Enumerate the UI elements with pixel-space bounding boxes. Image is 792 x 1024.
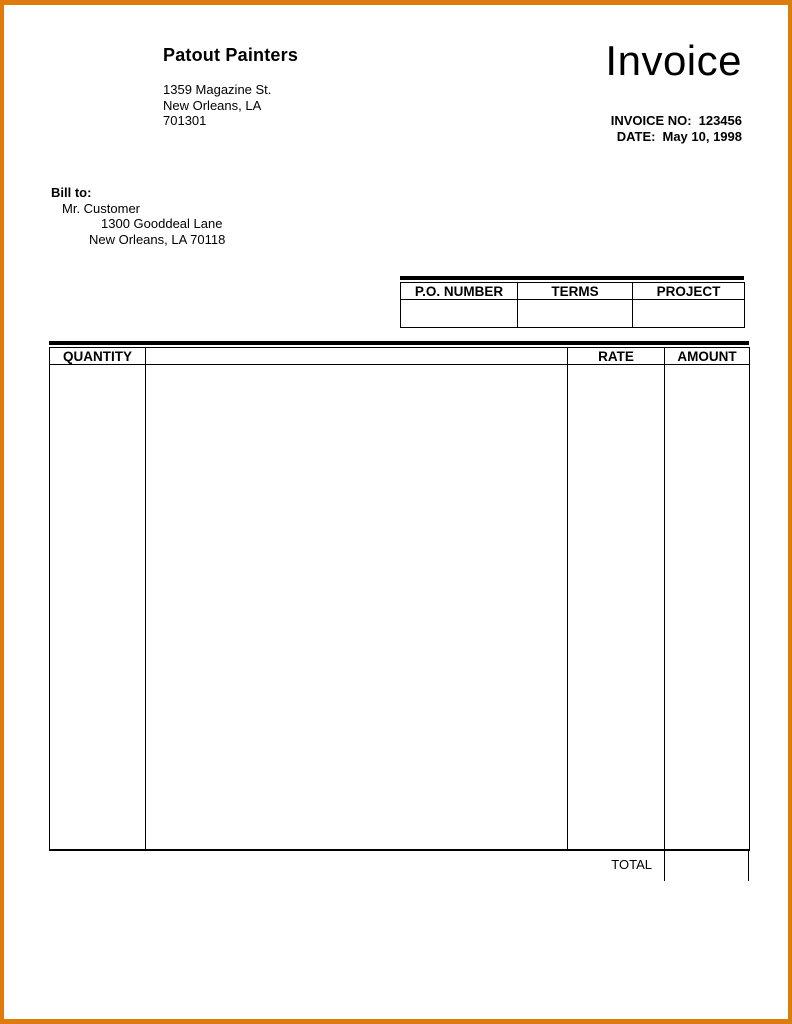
- bill-to-label: Bill to:: [51, 185, 92, 200]
- invoice-number-line: [605, 113, 742, 129]
- invoice-date-value: May 10, 1998: [662, 129, 742, 144]
- description-header: [146, 348, 568, 365]
- amount-header: AMOUNT: [665, 348, 750, 365]
- description-column-body: [146, 365, 568, 850]
- rate-header: RATE: [568, 348, 665, 365]
- project-cell: [633, 300, 745, 328]
- po-number-cell: [401, 300, 518, 328]
- bill-to-address-line2: New Orleans, LA 70118: [89, 231, 226, 247]
- total-label: TOTAL: [611, 857, 652, 872]
- quantity-column-body: [50, 365, 146, 850]
- company-address-line2: New Orleans, LA: [163, 97, 262, 113]
- amount-column-body: [665, 365, 750, 850]
- bill-to-name: Mr. Customer: [62, 200, 141, 216]
- rate-column-body: [568, 365, 665, 850]
- invoice-title: Invoice: [605, 37, 742, 84]
- invoice-number-label: INVOICE NO:: [610, 113, 692, 128]
- company-address-line1: 1359 Magazine St.: [163, 82, 272, 97]
- invoice-meta: [605, 113, 742, 145]
- items-table-top-rule: [49, 341, 749, 345]
- invoice-date-line: [605, 129, 742, 145]
- po-table-top-rule: [400, 276, 744, 280]
- items-table: [49, 341, 749, 851]
- bill-to-address-line1: 1300 Gooddeal Lane: [101, 216, 223, 231]
- invoice-date-label: DATE:: [616, 129, 656, 144]
- po-table: [400, 276, 744, 328]
- terms-cell: [518, 300, 633, 328]
- project-header: PROJECT: [633, 283, 745, 300]
- invoice-header: [605, 39, 742, 145]
- company-name: Patout Painters: [163, 45, 299, 65]
- company-block: [163, 45, 298, 129]
- bill-to-block: [51, 185, 225, 247]
- company-address: [163, 82, 298, 129]
- company-address-line3: 701301: [163, 113, 207, 128]
- terms-header: TERMS: [518, 283, 633, 300]
- po-number-header: P.O. NUMBER: [401, 283, 518, 300]
- quantity-header: QUANTITY: [50, 348, 146, 365]
- total-row: [49, 850, 749, 881]
- total-amount-cell: [664, 850, 749, 881]
- invoice-number-value: 123456: [698, 113, 742, 128]
